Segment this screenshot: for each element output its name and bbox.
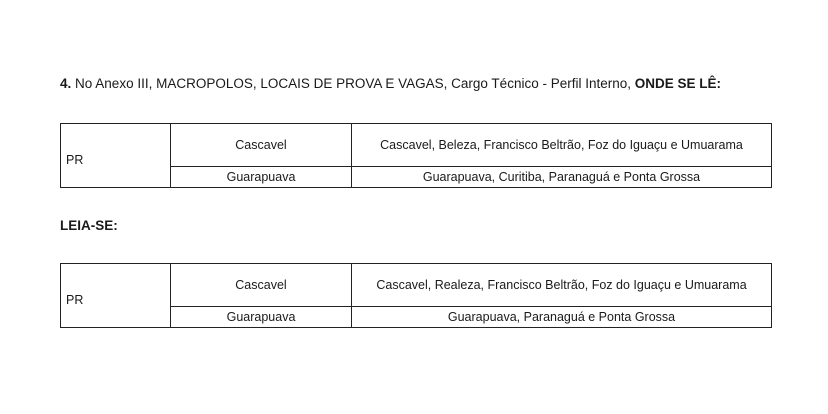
item-number: 4.	[60, 76, 72, 91]
leia-se-table	[60, 263, 772, 328]
onde-se-le-table	[60, 123, 772, 188]
city-cell: Guarapuava	[171, 307, 352, 328]
heading-text: No Anexo III, MACROPOLOS, LOCAIS DE PROVA E VAGAS, Cargo Técnico - Perfil Interno,	[75, 76, 631, 91]
leia-se-label: LEIA-SE:	[60, 218, 118, 233]
table-row	[61, 264, 772, 307]
state-cell: PR	[61, 124, 171, 188]
city-cell: Cascavel	[171, 124, 352, 167]
locations-cell: Cascavel, Beleza, Francisco Beltrão, Foz do Iguaçu e Umuarama	[352, 124, 772, 167]
amendment-heading	[60, 76, 721, 91]
locations-cell: Guarapuava, Paranaguá e Ponta Grossa	[352, 307, 772, 328]
state-cell: PR	[61, 264, 171, 328]
heading-emphasis: ONDE SE LÊ:	[634, 76, 722, 91]
locations-cell: Cascavel, Realeza, Francisco Beltrão, Foz do Iguaçu e Umuarama	[352, 264, 772, 307]
city-cell: Cascavel	[171, 264, 352, 307]
locations-cell: Guarapuava, Curitiba, Paranaguá e Ponta Grossa	[352, 167, 772, 188]
city-cell: Guarapuava	[171, 167, 352, 188]
table-row	[61, 124, 772, 167]
